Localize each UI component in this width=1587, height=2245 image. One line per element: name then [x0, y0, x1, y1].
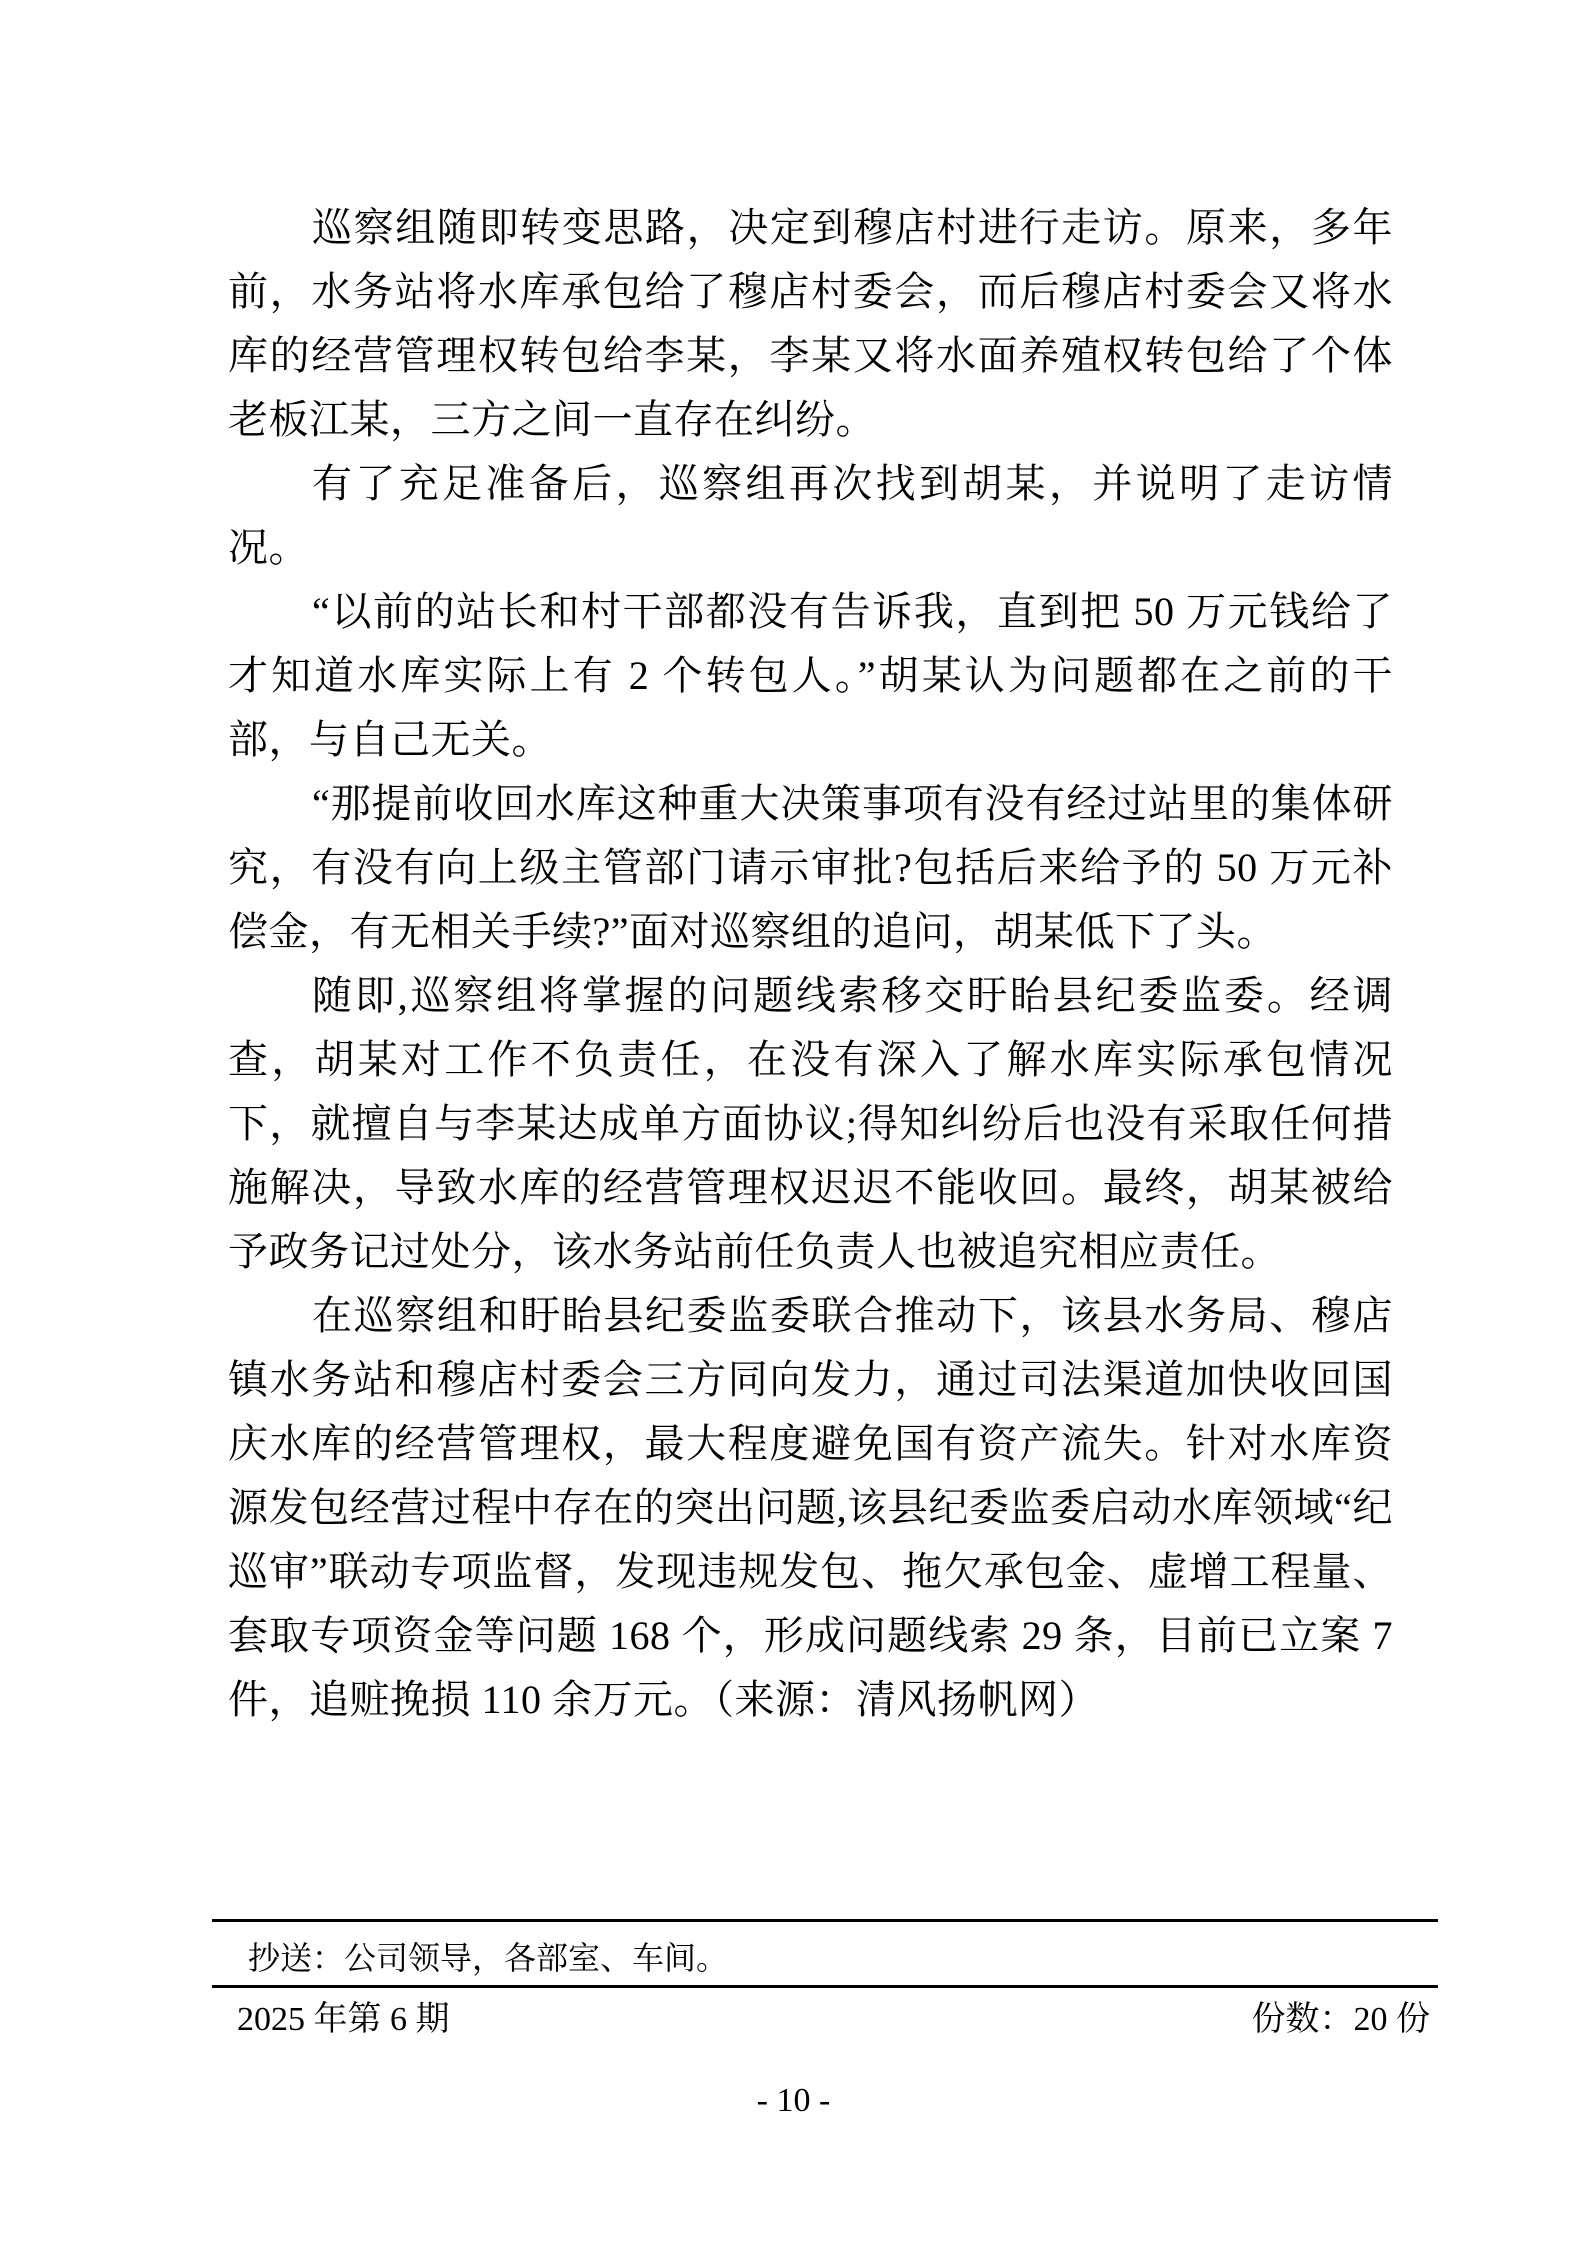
footer-copy-to: 抄送：公司领导，各部室、车间。 [248, 1940, 729, 1976]
footer-copies-count: 份数：20 份 [1251, 2001, 1430, 2038]
body-paragraph-2: 有了充足准备后，巡察组再次找到胡某，并说明了走访情况。 [228, 461, 1393, 570]
body-paragraph-3: “以前的站长和村干部都没有告诉我，直到把 50 万元钱给了才知道水库实际上有 2 个转包人。”胡某认为问题都在之前的干部，与自己无关。 [228, 589, 1393, 762]
body-paragraph-5: 随即,巡察组将掌握的问题线索移交盱眙县纪委监委。经调查，胡某对工作不负责任，在没有深入了解水库实际承包情况下，就擅自与李某达成单方面协议;得知纠纷后也没有采取任何措施解决，导致水库的经营管理权迟迟不能收回。最终，胡某被给予政务记过处分，该水务站前任负责人也被追究相应责任。 [228, 973, 1393, 1274]
footer-rule-top [212, 1919, 1438, 1922]
footer-issue-number: 2025 年第 6 期 [237, 2001, 450, 2038]
footer-rule-bottom [212, 1985, 1438, 1988]
body-paragraph-6: 在巡察组和盱眙县纪委监委联合推动下，该县水务局、穆店镇水务站和穆店村委会三方同向发力，通过司法渠道加快收回国庆水库的经营管理权，最大程度避免国有资产流失。针对水库资源发包经营过程中存在的突出问题,该县纪委监委启动水库领域“纪巡审”联动专项监督，发现违规发包、拖欠承包金、虚增工程量、套取专项资金等问题 168 个，形成问题线索 29 条，目前已立案 7 件，追赃挽损 110 余万元。（来源：清风扬帆网） [228, 1293, 1393, 1722]
body-paragraph-1: 巡察组随即转变思路，决定到穆店村进行走访。原来，多年前，水务站将水库承包给了穆店村委会，而后穆店村委会又将水库的经营管理权转包给李某，李某又将水面养殖权转包给了个体老板江某，三方之间一直存在纠纷。 [228, 205, 1393, 442]
document-body [228, 196, 1393, 1732]
page-number: - 10 - [756, 2082, 831, 2119]
body-paragraph-4: “那提前收回水库这种重大决策事项有没有经过站里的集体研究，有没有向上级主管部门请示审批?包括后来给予的 50 万元补偿金，有无相关手续?”面对巡察组的追问，胡某低下了头。 [228, 781, 1393, 954]
